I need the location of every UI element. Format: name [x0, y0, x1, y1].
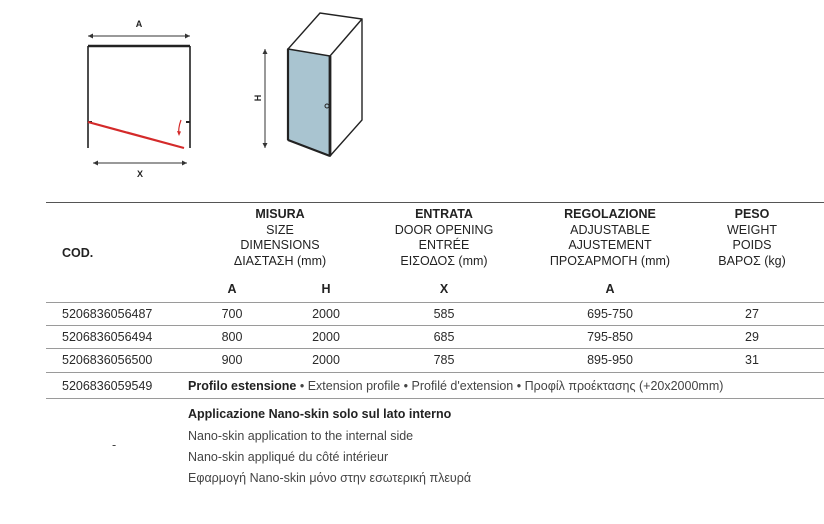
row-2-x: 685: [433, 330, 455, 344]
extension-code: 5206836059549: [62, 379, 153, 393]
dimension-x-label: X: [136, 169, 144, 179]
row-1-code: 5206836056487: [62, 307, 153, 321]
elevation-view-drawing: [250, 8, 375, 168]
plan-view-drawing: [60, 10, 220, 185]
table-top-rule: [46, 202, 824, 203]
subheader-x: X: [439, 282, 449, 296]
glass-door-panel: [288, 49, 330, 156]
header-misura: MISURA SIZE DIMENSIONS ΔΙΑΣΤΑΣΗ (mm): [233, 207, 327, 268]
nano-code: -: [112, 438, 117, 452]
nano-line-2: Nano-skin appliqué du côté intérieur: [188, 450, 389, 464]
nano-line-3: Εφαρμογή Nano-skin μόνο στην εσωτερική πλευρά: [188, 471, 472, 485]
row-2-a: 800: [221, 330, 243, 344]
row-1-regolazione: 695-750: [587, 307, 633, 321]
row-3-regolazione: 895-950: [587, 353, 633, 367]
extension-description: Profilo estensione • Extension profile • Profilé d'extension • Προφίλ προέκτασης (+20x2000mm): [188, 379, 724, 393]
subheader-regolazione-a: A: [605, 282, 615, 296]
header-entrata: ENTRATA DOOR OPENING ENTRÉE ΕΙΣΟΔΟΣ (mm): [394, 207, 494, 268]
extension-title: Profilo estensione: [188, 379, 297, 393]
row-2-peso: 29: [745, 330, 759, 344]
row-2-regolazione: 795-850: [587, 330, 633, 344]
dimension-h-label: H: [253, 94, 263, 102]
row-3-h: 2000: [312, 353, 340, 367]
row-3-x: 785: [433, 353, 455, 367]
header-regolazione: REGOLAZIONE ADJUSTABLE AJUSTEMENT ΠΡΟΣΑΡΜΟΓΗ (mm): [549, 207, 671, 268]
row-1-h: 2000: [312, 307, 340, 321]
row-1-peso: 27: [745, 307, 759, 321]
row-3-a: 900: [221, 353, 243, 367]
row-1-x: 585: [433, 307, 455, 321]
row-2-h: 2000: [312, 330, 340, 344]
subheader-h: H: [321, 282, 331, 296]
row-3-code: 5206836056500: [62, 353, 153, 367]
nano-line-1: Nano-skin application to the internal side: [188, 429, 414, 443]
row-1-a: 700: [221, 307, 243, 321]
subheader-a: A: [227, 282, 237, 296]
row-3-peso: 31: [745, 353, 759, 367]
door-swing-line: [88, 122, 184, 148]
row-2-code: 5206836056494: [62, 330, 153, 344]
dimension-a-label: A: [135, 19, 143, 29]
header-peso: PESO WEIGHT POIDS ΒΑΡΟΣ (kg): [718, 207, 786, 268]
nano-title: Applicazione Nano-skin solo sul lato interno: [188, 407, 452, 421]
header-cod: COD.: [62, 246, 94, 260]
